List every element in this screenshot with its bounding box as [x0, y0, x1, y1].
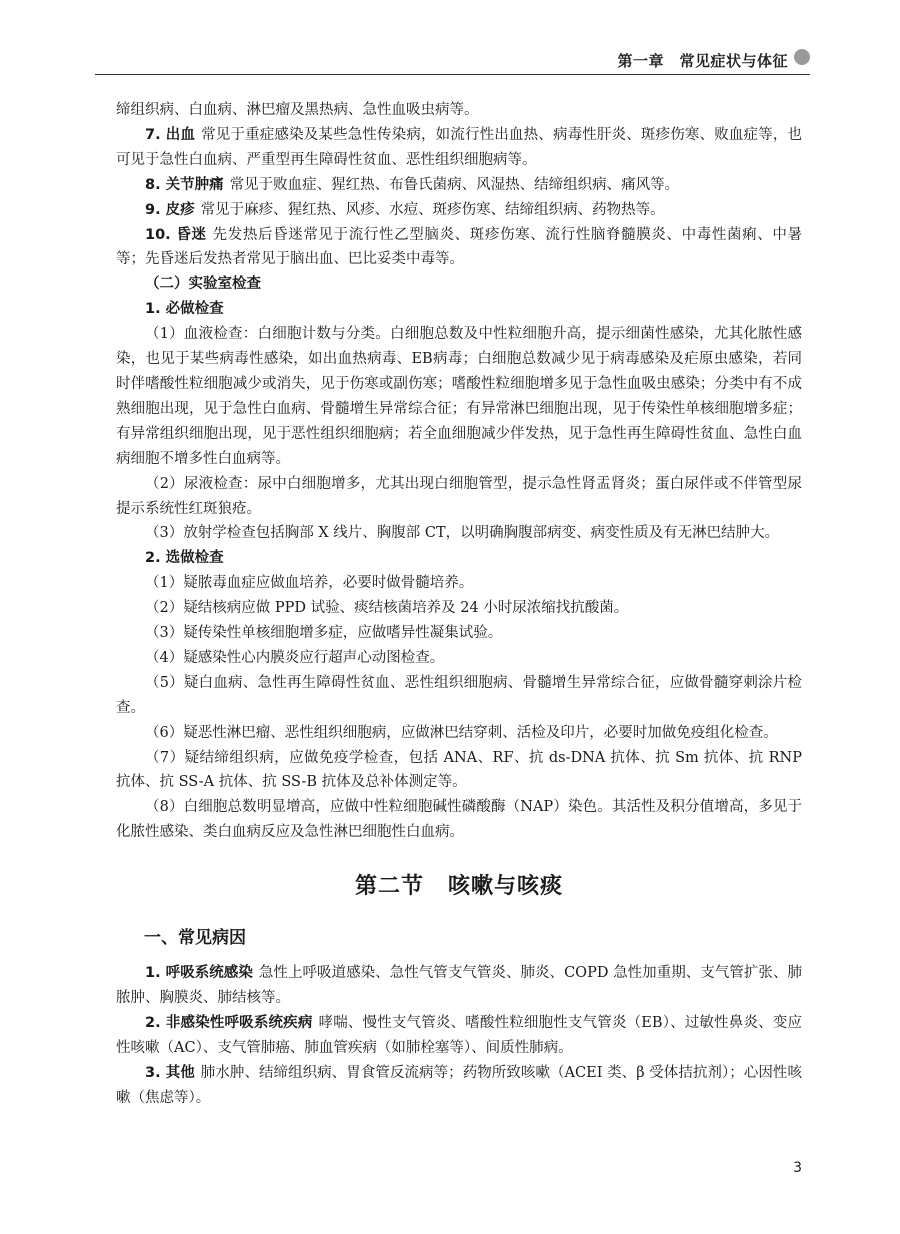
cause-item: [116, 961, 802, 1011]
item-text: 常见于麻疹、猩红热、风疹、水痘、斑疹伤寒、结缔组织病、药物热等。: [200, 201, 665, 218]
chapter-marker-icon: [794, 49, 810, 65]
item-bleeding: [116, 123, 802, 173]
item-heading: 8. 关节肿痛: [145, 176, 224, 193]
optional-item: （1）疑脓毒血症应做血培养，必要时做骨髓培养。: [145, 575, 474, 592]
item-text: 肺水肿、结缔组织病、胃食管反流病等；药物所致咳嗽（ACEI 类、β 受体拮抗剂）；心因性咳嗽（焦虑等）。: [116, 1064, 802, 1106]
item-text: 常见于重症感染及某些急性传染病，如流行性出血热、病毒性肝炎、斑疹伤寒、败血症等，也可见于急性白血病、严重型再生障碍性贫血、恶性组织细胞病等。: [116, 126, 802, 168]
cause-item: [116, 1061, 802, 1111]
item-heading: 3. 其他: [145, 1064, 195, 1081]
page-header: [95, 40, 810, 75]
optional-item: （7）疑结缔组织病，应做免疫学检查，包括 ANA、RF、抗 ds-DNA 抗体、抗 Sm 抗体、抗 RNP 抗体、抗 SS-A 抗体、抗 SS-B 抗体及总补体测定等。: [116, 749, 802, 791]
section-number: 第二节: [354, 874, 424, 900]
cause-item: [116, 1011, 802, 1061]
must-item: （2）尿液检查：尿中白细胞增多，尤其出现白细胞管型，提示急性肾盂肾炎；蛋白尿伴或不伴管型尿提示系统性红斑狼疮。: [116, 475, 802, 517]
item-heading: 1. 呼吸系统感染: [145, 965, 253, 981]
item-heading: 7. 出血: [145, 126, 196, 143]
chapter-title: 第一章 常见症状与体征: [617, 52, 788, 70]
optional-item: （4）疑感染性心内膜炎应行超声心动图检查。: [145, 649, 445, 666]
item-text: 先发热后昏迷常见于流行性乙型脑炎、斑疹伤寒、流行性脑脊髓膜炎、中毒性菌痢、中暑等；先昏迷后发热者常见于脑出血、巴比妥类中毒等。: [116, 226, 802, 268]
must-item: （3）放射学检查包括胸部 X 线片、胸腹部 CT，以明确胸腹部病变、病变性质及有无淋巴结肿大。: [145, 525, 780, 542]
section-name: 咳嗽与咳痰: [448, 874, 564, 900]
optional-item: （5）疑白血病、急性再生障碍性贫血、恶性组织细胞病、骨髓增生异常综合征，应做骨髓穿刺涂片检查。: [116, 674, 802, 716]
section-title: [116, 875, 802, 900]
item-joint-pain: [116, 173, 802, 198]
item-heading: 9. 皮疹: [145, 201, 195, 218]
optional-item: （8）白细胞总数明显增高，应做中性粒细胞碱性磷酸酶（NAP）染色。其活性及积分值增高，多见于化脓性感染、类白血病反应及急性淋巴细胞性白血病。: [116, 799, 802, 841]
page-number: 3: [793, 1160, 802, 1176]
must-item: （1）血液检查：白细胞计数与分类。白细胞总数及中性粒细胞升高，提示细菌性感染，尤其化脓性感染，也见于某些病毒性感染，如出血热病毒、EB病毒；白细胞总数减少见于病毒感染及疟原虫感染，若同时伴嗜酸性粒细胞减少或消失，见于伤寒或副伤寒；嗜酸性粒细胞增多见于急性血吸虫感染；分类中有不成熟细胞出现，见于急性白血病、骨髓增生异常综合征；有异常淋巴细胞出现，见于传染性单核细胞增多症；有异常组织细胞出现，见于恶性组织细胞病；若全血细胞减少伴发热，见于急性再生障碍性贫血、急性白血病细胞不增多性白血病等。: [116, 326, 802, 467]
optional-item: （3）疑传染性单核细胞增多症，应做嗜异性凝集试验。: [145, 625, 503, 642]
lab-heading: （二）实验室检查: [145, 276, 261, 293]
optional-item: （2）疑结核病应做 PPD 试验、痰结核菌培养及 24 小时尿浓缩找抗酸菌。: [145, 600, 629, 617]
must-do-heading: 1. 必做检查: [145, 301, 224, 318]
page-body: [116, 98, 802, 1110]
item-text: 哮喘、慢性支气管炎、嗜酸性粒细胞性支气管炎（EB）、过敏性鼻炎、变应性咳嗽（AC）、支气管肺癌、肺血管疾病（如肺栓塞等）、间质性肺病。: [116, 1014, 802, 1056]
continued-paragraph: 缔组织病、白血病、淋巴瘤及黑热病、急性血吸虫病等。: [116, 102, 479, 118]
item-coma: [116, 223, 802, 273]
optional-item: （6）疑恶性淋巴瘤、恶性组织细胞病，应做淋巴结穿刺、活检及印片，必要时加做免疫组化检查。: [145, 724, 778, 741]
item-heading: 10. 昏迷: [145, 226, 207, 243]
item-rash: [116, 198, 802, 223]
item-heading: 2. 非感染性呼吸系统疾病: [145, 1014, 313, 1031]
causes-heading: 一、常见病因: [144, 928, 246, 949]
item-text: 常见于败血症、猩红热、布鲁氏菌病、风湿热、结缔组织病、痛风等。: [229, 176, 680, 193]
item-text: 急性上呼吸道感染、急性气管支气管炎、肺炎、COPD 急性加重期、支气管扩张、肺脓肿、胸膜炎、肺结核等。: [116, 965, 802, 1006]
optional-heading: 2. 选做检查: [145, 550, 224, 567]
